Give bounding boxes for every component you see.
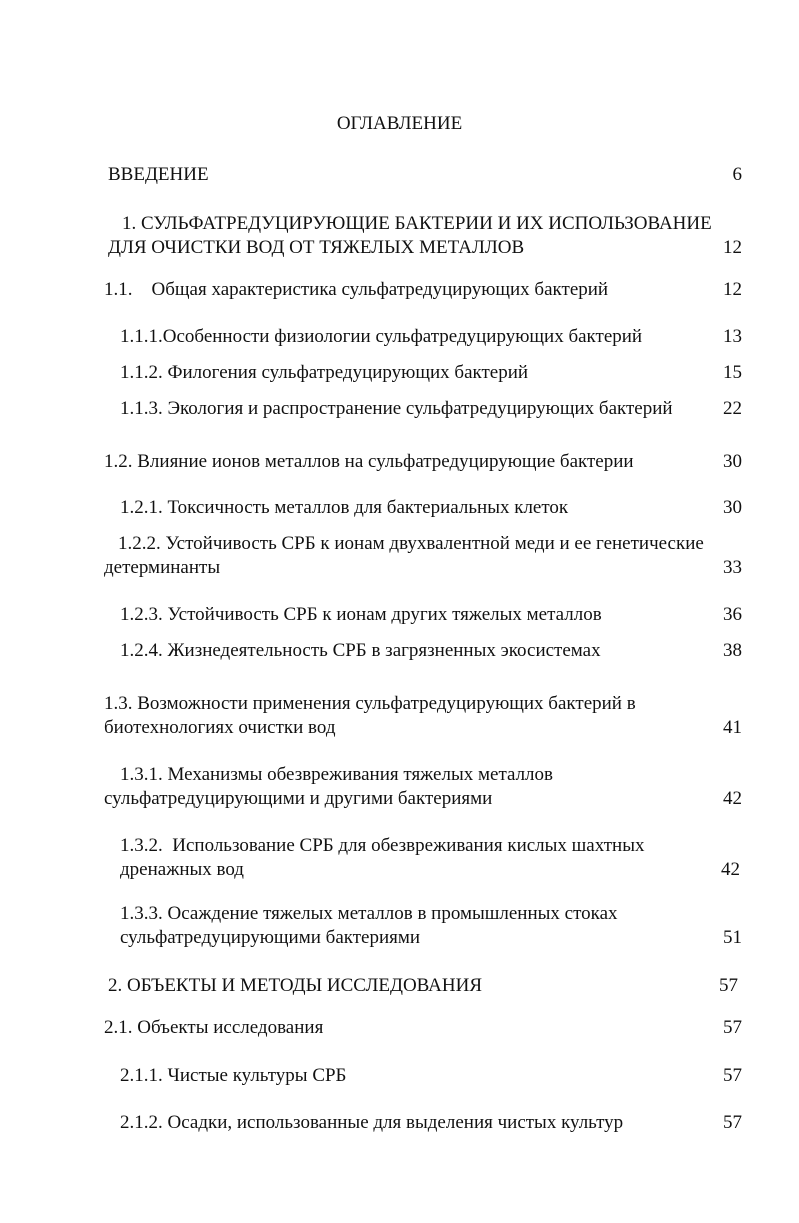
toc-entry-2-1-2[interactable] (0, 1111, 799, 1135)
toc-entry-1-2[interactable] (0, 450, 799, 474)
toc-entry-chapter-2[interactable] (0, 974, 799, 998)
toc-entry-text: ВВЕДЕНИЕ (108, 164, 209, 185)
toc-entry-page: 57 (723, 1112, 742, 1133)
toc-entry-1-3-1[interactable] (0, 763, 799, 811)
toc-entry-text: 1.3.2. Использование СРБ для обезвреживания кислых шахтных (120, 835, 645, 856)
toc-entry-page: 13 (723, 326, 742, 347)
toc-entry-page: 42 (723, 788, 742, 809)
toc-entry-text: 1.1. Общая характеристика сульфатредуцирующих бактерий (104, 279, 609, 300)
toc-entry-page: 57 (723, 1065, 742, 1086)
toc-entry-text: 1.1.3. Экология и распространение сульфатредуцирующих бактерий (120, 398, 673, 419)
toc-entry-page: 57 (723, 1017, 742, 1038)
toc-entry-page: 15 (723, 362, 742, 383)
toc-entry-page: 30 (723, 451, 742, 472)
toc-entry-text-cont: дренажных вод (120, 859, 244, 880)
toc-entry-2-1[interactable] (0, 1016, 799, 1040)
toc-entry-1-3-2[interactable] (0, 834, 799, 882)
toc-entry-1-2-4[interactable] (0, 639, 799, 663)
toc-entry-page: 51 (723, 927, 742, 948)
toc-entry-1-2-2[interactable] (0, 532, 799, 580)
toc-entry-page: 22 (723, 398, 742, 419)
toc-entry-chapter-1[interactable] (0, 212, 799, 260)
toc-entry-page: 57 (719, 975, 738, 996)
toc-entry-page: 12 (723, 237, 742, 258)
toc-entry-text: 1.2.3. Устойчивость СРБ к ионам других тяжелых металлов (120, 604, 602, 625)
toc-entry-text: 1.1.2. Филогения сульфатредуцирующих бактерий (120, 362, 529, 383)
toc-entry-text-cont: детерминанты (104, 557, 221, 578)
toc-entry-2-1-1[interactable] (0, 1064, 799, 1088)
toc-title: ОГЛАВЛЕНИЕ (336, 113, 463, 134)
toc-entry-text: 1.2. Влияние ионов металлов на сульфатредуцирующие бактерии (104, 451, 634, 472)
toc-entry-text-cont: сульфатредуцирующими и другими бактериями (104, 788, 493, 809)
toc-entry-text: 1.3. Возможности применения сульфатредуцирующих бактерий в (104, 693, 636, 714)
toc-entry-text: 2.1.2. Осадки, использованные для выделения чистых культур (120, 1112, 624, 1133)
toc-entry-introduction[interactable] (0, 163, 799, 187)
toc-entry-text: 1.3.1. Механизмы обезвреживания тяжелых металлов (120, 764, 554, 785)
toc-entry-1-1-2[interactable] (0, 361, 799, 385)
toc-entry-text: 2.1.1. Чистые культуры СРБ (120, 1065, 347, 1086)
toc-entry-text: 1.2.4. Жизнедеятельность СРБ в загрязненных экосистемах (120, 640, 601, 661)
toc-entry-text-cont: биотехнологиях очистки вод (104, 717, 336, 738)
toc-entry-1-3-3[interactable] (0, 902, 799, 950)
toc-entry-text-cont: сульфатредуцирующими бактериями (120, 927, 421, 948)
toc-entry-1-1-1[interactable] (0, 325, 799, 349)
toc-entry-text-cont: ДЛЯ ОЧИСТКИ ВОД ОТ ТЯЖЕЛЫХ МЕТАЛЛОВ (108, 237, 525, 258)
toc-entry-text: 1.2.1. Токсичность металлов для бактериальных клеток (120, 497, 569, 518)
toc-entry-page: 12 (723, 279, 742, 300)
toc-entry-text: 1.3.3. Осаждение тяжелых металлов в промышленных стоках (120, 903, 618, 924)
toc-entry-page: 6 (732, 164, 742, 185)
toc-entry-1-1[interactable] (0, 278, 799, 302)
toc-entry-text: 1. СУЛЬФАТРЕДУЦИРУЮЩИЕ БАКТЕРИИ И ИХ ИСПОЛЬЗОВАНИЕ (122, 213, 712, 234)
toc-entry-text: 1.2.2. Устойчивость СРБ к ионам двухвалентной меди и ее генетические (118, 533, 704, 554)
toc-entry-1-2-1[interactable] (0, 496, 799, 520)
toc-entry-text: 2. ОБЪЕКТЫ И МЕТОДЫ ИССЛЕДОВАНИЯ (108, 975, 482, 996)
toc-entry-page: 41 (723, 717, 742, 738)
toc-entry-page: 42 (721, 859, 740, 880)
toc-entry-page: 30 (723, 497, 742, 518)
toc-entry-page: 38 (723, 640, 742, 661)
toc-entry-1-1-3[interactable] (0, 397, 799, 421)
toc-entry-page: 36 (723, 604, 742, 625)
toc-entry-1-3[interactable] (0, 692, 799, 740)
toc-entry-text: 2.1. Объекты исследования (104, 1017, 324, 1038)
toc-entry-page: 33 (723, 557, 742, 578)
toc-entry-1-2-3[interactable] (0, 603, 799, 627)
toc-entry-text: 1.1.1.Особенности физиологии сульфатредуцирующих бактерий (120, 326, 643, 347)
